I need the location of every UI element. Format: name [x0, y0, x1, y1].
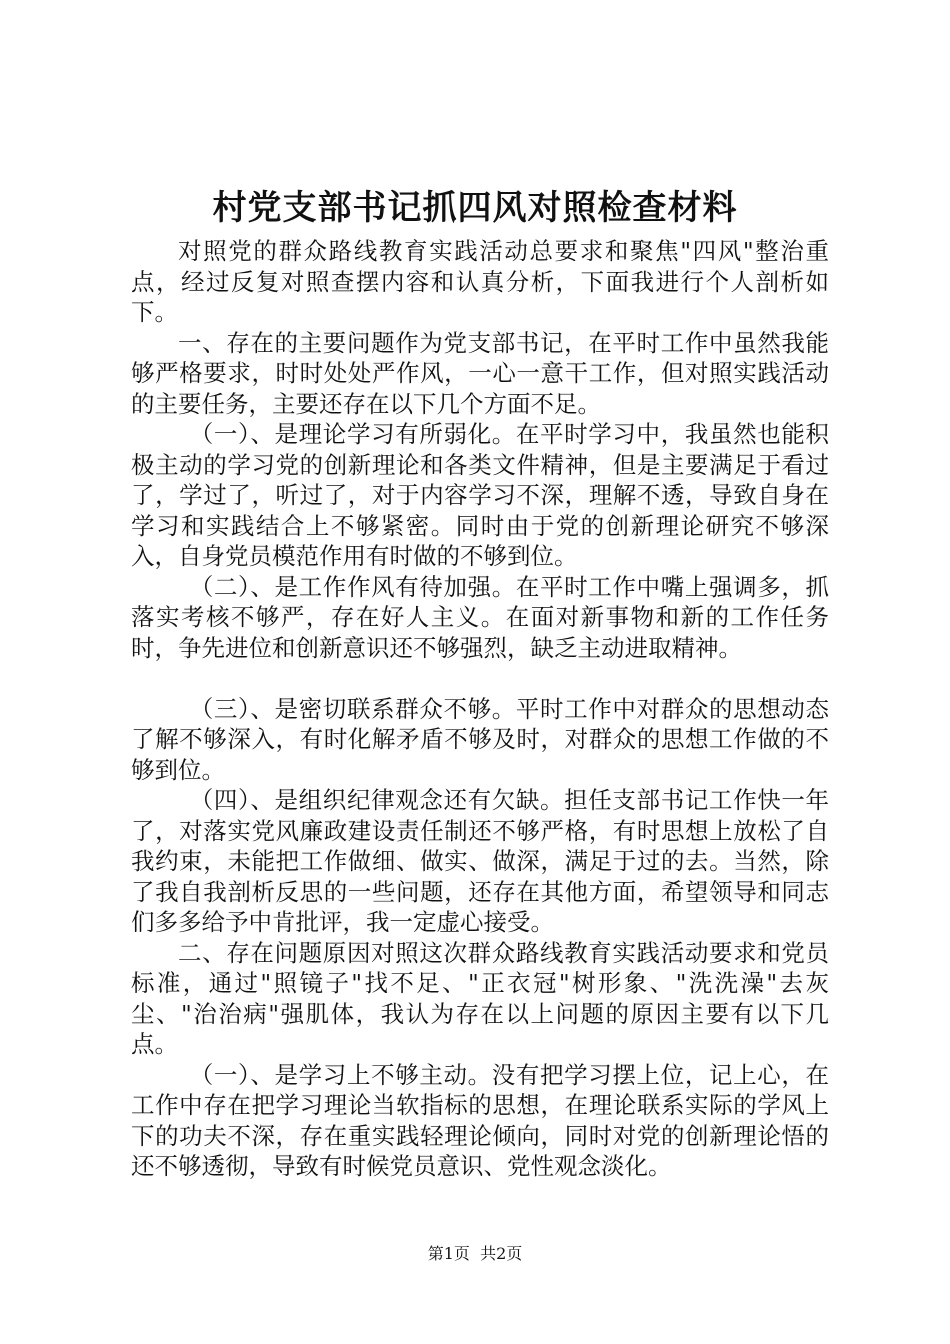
page-footer	[0, 1243, 950, 1265]
paragraph-intro: 对照党的群众路线教育实践活动总要求和聚焦"四风"整治重点，经过反复对照查摆内容和认真分析，下面我进行个人剖析如下。	[131, 237, 829, 326]
footer-separator	[470, 1244, 480, 1263]
paragraph-item-2-1: （一）、是学习上不够主动。没有把学习摆上位，记上心，在工作中存在把学习理论当软指标的思想，在理论联系实际的学风上下的功夫不深，存在重实践轻理论倾向，同时对党的创新理论悟的还不够透彻，导致有时候党员意识、党性观念淡化。	[131, 1060, 829, 1180]
page-number: 第1页	[427, 1244, 470, 1263]
paragraph-item-1-1: （一）、是理论学习有所弱化。在平时学习中，我虽然也能积极主动的学习党的创新理论和各类文件精神，但是主要满足于看过了，学过了，听过了，对于内容学习不深，理解不透，导致自身在学习和实践结合上不够紧密。同时由于党的创新理论研究不够深入，自身党员模范作用有时做的不够到位。	[131, 420, 829, 570]
document-title: 村党支部书记抓四风对照检查材料	[212, 188, 738, 228]
paragraph-item-1-2: （二）、是工作作风有待加强。在平时工作中嘴上强调多，抓落实考核不够严，存在好人主义。在面对新事物和新的工作任务时，争先进位和创新意识还不够强烈，缺乏主动进取精神。	[131, 572, 829, 662]
page-total: 共2页	[480, 1244, 523, 1263]
paragraph-section-1: 一、存在的主要问题作为党支部书记，在平时工作中虽然我能够严格要求，时时处处严作风，一心一意干工作，但对照实践活动的主要任务，主要还存在以下几个方面不足。	[131, 328, 829, 418]
document-body	[131, 236, 829, 1182]
paragraph-item-1-4: （四）、是组织纪律观念还有欠缺。担任支部书记工作快一年了，对落实党风廉政建设责任制还不够严格，有时思想上放松了自我约束，未能把工作做细、做实、做深，满足于过的去。当然，除了我自我剖析反思的一些问题，还存在其他方面，希望领导和同志们多多给予中肯批评，我一定虚心接受。	[131, 786, 829, 936]
paragraph-item-1-3: （三）、是密切联系群众不够。平时工作中对群众的思想动态了解不够深入，有时化解矛盾不够及时，对群众的思想工作做的不够到位。	[131, 694, 829, 784]
paragraph-section-2: 二、存在问题原因对照这次群众路线教育实践活动要求和党员标准，通过"照镜子"找不足、"正衣冠"树形象、"洗洗澡"去灰尘、"治治病"强肌体，我认为存在以上问题的原因主要有以下几点。	[131, 938, 829, 1058]
